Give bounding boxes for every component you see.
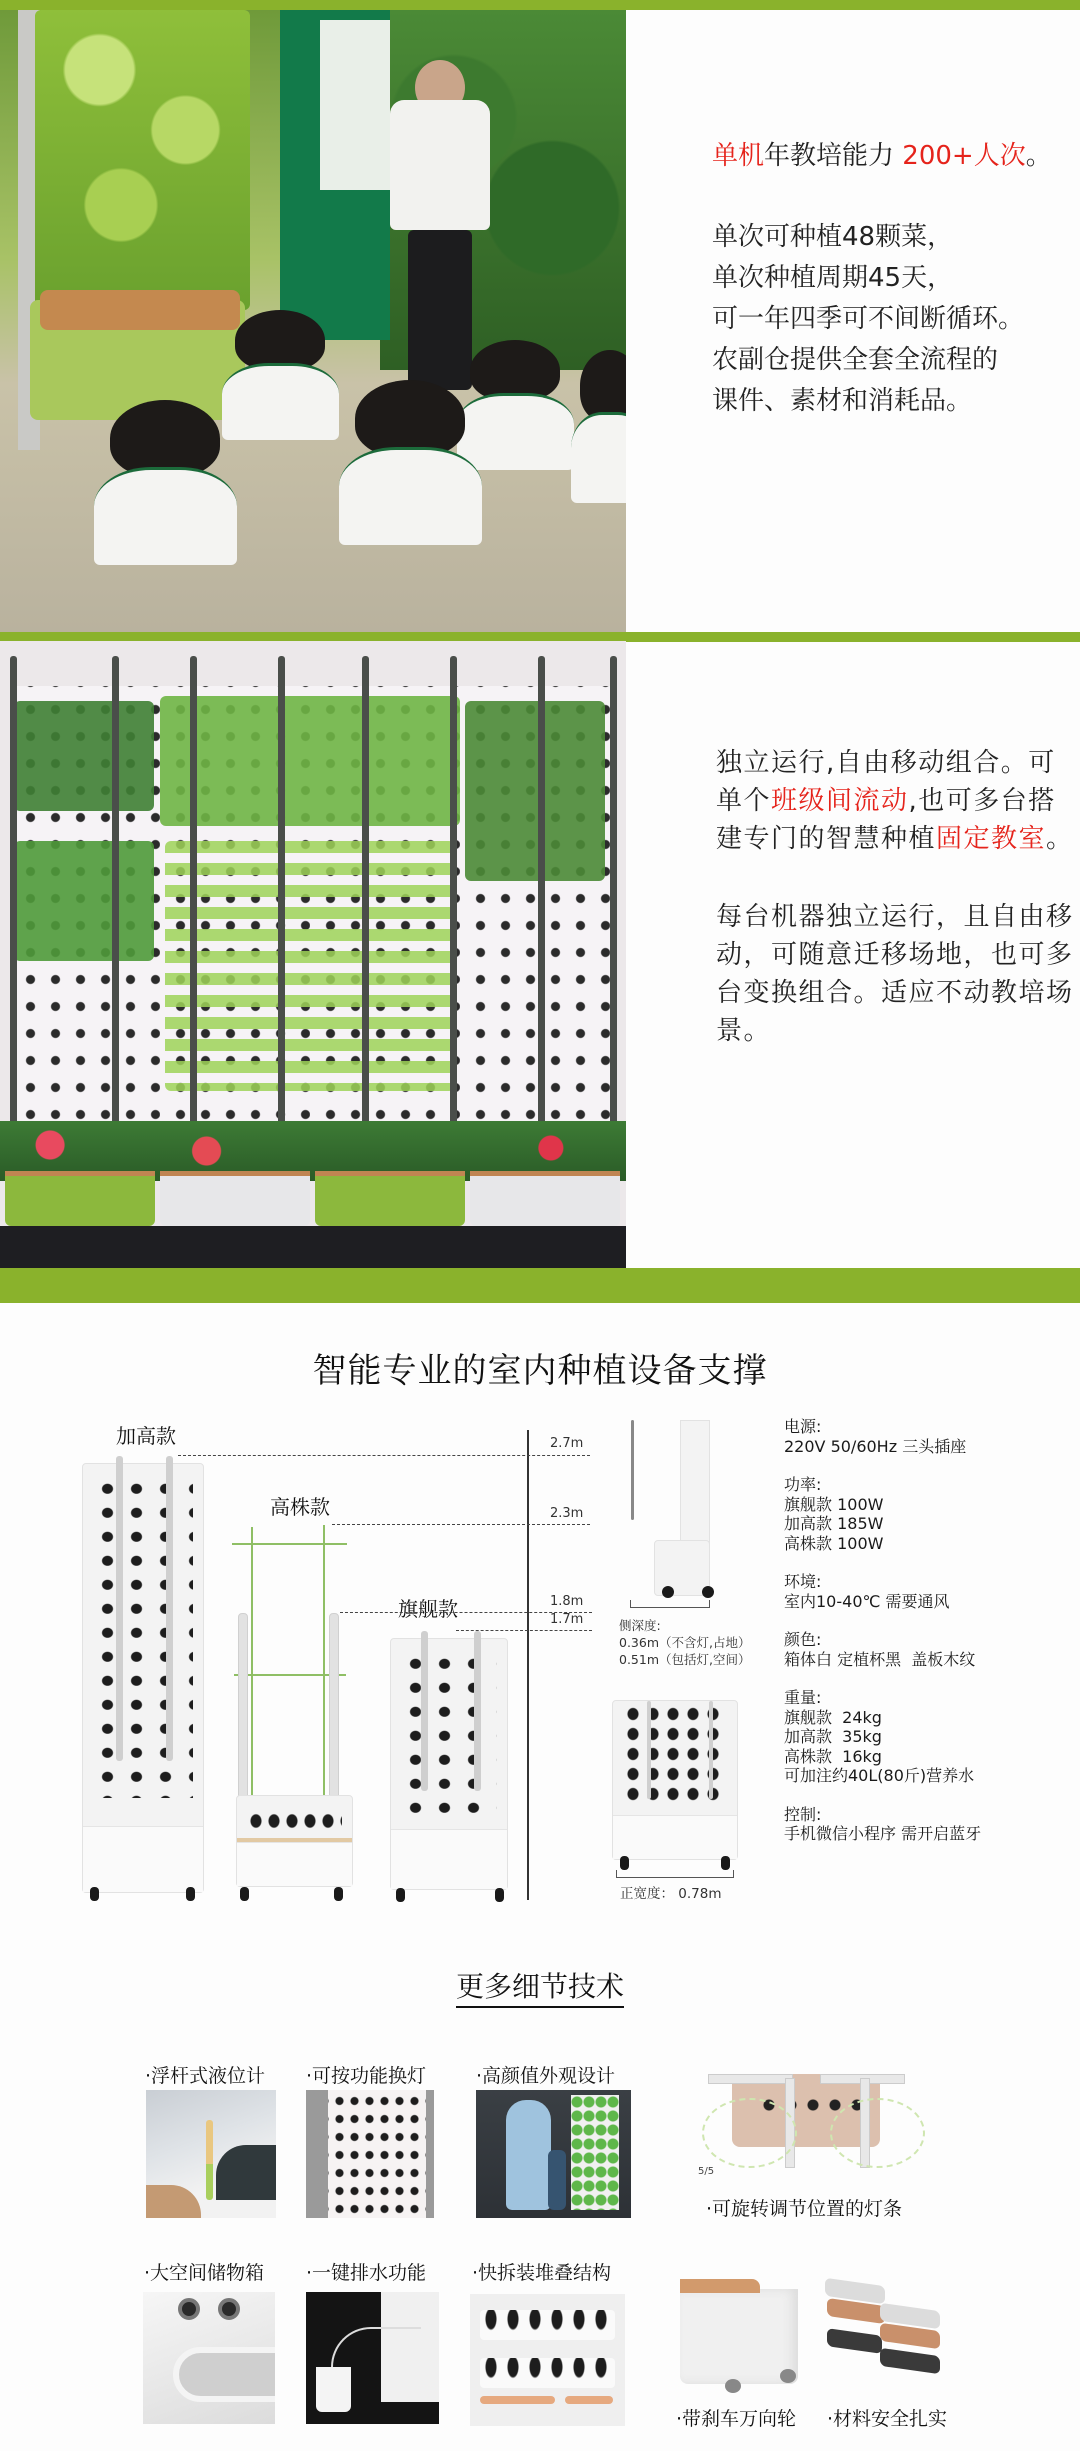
tower-base-green [5,1176,155,1226]
light-bar [538,656,545,1136]
side-depth-caption: 侧深度: 0.36m（不含灯,占地） 0.51m（包括灯,空间） [619,1618,751,1667]
spec-color: 颜色: 箱体白 定植杯黑 盖板木纹 [784,1630,976,1669]
tower-base-green [315,1176,465,1226]
height-label-2-7: 2.7m [550,1436,584,1451]
front-width-caption: 正宽度： 0.78m [620,1886,722,1902]
model-label-tall: 加高款 [116,1424,176,1448]
student-figure [580,350,626,480]
high-plant-model-device [236,1795,353,1887]
feature-label-material: ·材料安全扎实 [827,2408,948,2430]
image-counter: 5/5 [698,2166,715,2177]
capacity-headline: 单机年教培能力 200+人次。 [712,141,1052,171]
feature-label-float-gauge: ·浮杆式液位计 [145,2065,266,2087]
tall-model-device [82,1463,204,1893]
material-layers-image [825,2272,950,2387]
light-bar [10,656,17,1136]
capacity-line: 可一年四季可不间断循环。 [712,304,1025,334]
one-key-drain-image [306,2292,439,2424]
front-view-device [612,1700,738,1860]
model-label-flagship: 旗舰款 [398,1597,458,1621]
light-bar [362,656,369,1136]
storage-box-image [143,2292,275,2424]
feature-label-caster: ·带刹车万向轮 [676,2408,797,2430]
capacity-line: 单次可种植48颗菜， [712,222,954,252]
tower-base-white [160,1176,310,1226]
spec-power-supply: 电源: 220V 50/60Hz 三头插座 [784,1417,967,1456]
height-axis-line [527,1430,529,1900]
feature-label-storage: ·大空间储物箱 [144,2262,265,2284]
spec-weight: 重量: 旗舰款 24kg 加高款 35kg 高株款 16kg 可加注约40L(80斤)营养水 [784,1688,975,1785]
capacity-line: 课件、素材和消耗品。 [712,386,973,416]
height-label-1-7: 1.7m [550,1612,584,1627]
width-bracket [616,1870,734,1878]
float-gauge-image [146,2090,276,2218]
classroom-photo [0,10,626,632]
capacity-line: 农副仓提供全套全流程的 [712,345,999,375]
appearance-design-image [476,2090,631,2218]
feature-label-stacking: ·快拆装堆叠结构 [472,2262,612,2284]
feature-label-swappable-light: ·可按功能换灯 [306,2065,427,2087]
light-bar [610,656,617,1136]
light-bar [278,656,285,1136]
light-bar [190,656,197,1136]
rotating-light-bar-image [680,2058,940,2178]
flagship-model-device [390,1638,508,1890]
mobility-description: 每台机器独立运行，且自由移动，可随意迁移场地，也可多台变换组合。适应不动教培场景。 [716,902,1074,1046]
grow-light-bar [238,1613,248,1813]
mobility-headline: 独立运行,自由移动组合。可单个班级间流动,也可多台搭建专门的智慧种植固定教室。 [716,748,1074,854]
student-figure [470,340,560,450]
top-green-band [0,0,1080,10]
lettuce-tower [35,10,250,310]
capacity-text-block [712,136,1072,422]
height-label-2-3: 2.3m [550,1506,584,1521]
light-bar [450,656,457,1136]
spec-environment: 环境: 室内10-40℃ 需要通风 [784,1572,950,1611]
capacity-line: 单次种植周期45天， [712,263,954,293]
mobility-text-block [716,744,1080,1050]
equipment-section-title: 智能专业的室内种植设备支撑 [312,1351,768,1391]
light-bar [112,656,119,1136]
grow-light-bar [329,1613,339,1813]
feature-label-design: ·高颜值外观设计 [476,2065,616,2087]
section-divider-band [0,1268,1080,1303]
student-figure [235,310,325,420]
stacking-structure-image [470,2294,625,2426]
wood-cover [40,290,240,330]
swappable-light-image [306,2090,434,2218]
spec-power: 功率: 旗舰款 100W 加高款 185W 高株款 100W [784,1475,884,1553]
student-figure [110,400,220,540]
height-label-1-8: 1.8m [550,1594,584,1609]
caster-wheel-image [680,2279,800,2394]
spec-list [784,1417,1054,1863]
feature-label-rotating-light: ·可旋转调节位置的灯条 [706,2198,903,2220]
door-window [320,20,390,190]
details-section-title: 更多细节技术 [0,1965,1080,2005]
feature-label-drain: ·一键排水功能 [306,2262,427,2284]
student-figure [355,380,465,520]
spec-control: 控制: 手机微信小程序 需开启蓝牙 [784,1804,982,1843]
tower-wall-photo [0,641,626,1268]
depth-bracket [630,1600,710,1608]
model-label-high-plant: 高株款 [270,1495,330,1519]
tower-base-white [470,1176,620,1226]
